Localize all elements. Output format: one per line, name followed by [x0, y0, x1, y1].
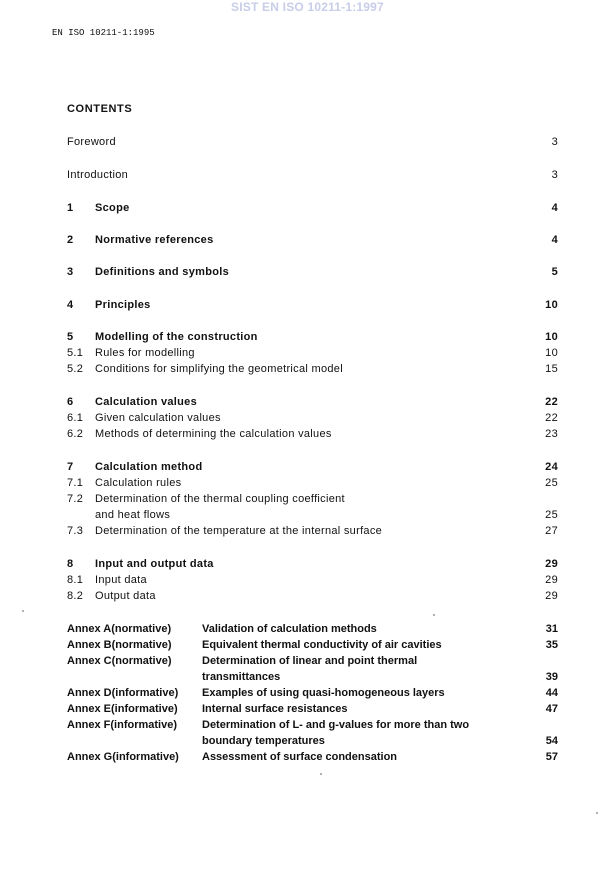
annex-page: 39	[545, 671, 558, 683]
annex-page: 54	[545, 735, 558, 747]
toc-entry-page: 4	[551, 234, 558, 246]
watermark: SIST EN ISO 10211-1:1997	[231, 0, 384, 14]
toc-entry	[67, 426, 558, 442]
annex-title: Determination of linear and point thermal	[202, 655, 418, 667]
toc-entry	[67, 507, 558, 523]
toc-entry-page: 10	[545, 331, 558, 343]
toc-entry-number: 2	[67, 234, 74, 246]
toc-entry	[67, 134, 558, 150]
toc-entry-page: 3	[551, 169, 558, 181]
toc-entry-label: Input data	[95, 574, 147, 586]
toc-entry-label: Given calculation values	[95, 412, 221, 424]
toc-entry	[67, 297, 558, 313]
toc-entry-label: Modelling of the construction	[95, 331, 258, 343]
toc-entry-number: 8	[67, 558, 74, 570]
toc-entry-number: 6.1	[67, 412, 84, 424]
toc-entry	[67, 394, 558, 410]
toc-entry-page: 5	[551, 266, 558, 278]
document-id: EN ISO 10211-1:1995	[52, 28, 155, 38]
toc-entry	[67, 361, 558, 377]
toc-entry	[67, 523, 558, 539]
toc-entry	[67, 410, 558, 426]
toc-entry-number: 7.1	[67, 477, 84, 489]
toc-entry	[67, 475, 558, 491]
toc-entry-page: 22	[545, 412, 558, 424]
annex-key: Annex A(normative)	[67, 623, 172, 635]
toc-entry-page: 24	[545, 461, 558, 473]
toc-entry	[67, 200, 558, 216]
annex-page: 31	[545, 623, 558, 635]
scan-speck	[22, 610, 24, 612]
toc-entry-label: Determination of the temperature at the internal surface	[95, 525, 383, 537]
scan-speck	[433, 614, 435, 616]
toc-entry-label: Scope	[95, 202, 130, 214]
toc-entry	[67, 167, 558, 183]
toc-entry-number: 8.2	[67, 590, 84, 602]
annex-key: Annex B(normative)	[67, 639, 172, 651]
toc-entry-page: 22	[545, 396, 558, 408]
toc-entry-number: 3	[67, 266, 74, 278]
toc-entry-label: Calculation rules	[95, 477, 182, 489]
toc-entry-label: Determination of the thermal coupling coefficient	[95, 493, 345, 505]
toc-entry-label: Calculation method	[95, 461, 203, 473]
toc-entry-number: 5.1	[67, 347, 84, 359]
scan-speck	[596, 812, 598, 814]
toc-entry-number: 4	[67, 299, 74, 311]
toc-entry-number: 6.2	[67, 428, 84, 440]
toc-entry-label: Definitions and symbols	[95, 266, 230, 278]
toc-entry-label: Output data	[95, 590, 156, 602]
toc-entry-label: Normative references	[95, 234, 214, 246]
toc-entry-page: 29	[545, 590, 558, 602]
toc-entry-number: 6	[67, 396, 74, 408]
toc-entry-page: 25	[545, 477, 558, 489]
toc-entry-label: Conditions for simplifying the geometrical model	[95, 363, 343, 375]
annex-key: Annex G(informative)	[67, 751, 179, 763]
toc-entry-page: 25	[545, 509, 558, 521]
toc-entry-page: 23	[545, 428, 558, 440]
annex-key: Annex F(informative)	[67, 719, 178, 731]
toc-entry-page: 10	[545, 347, 558, 359]
toc-entry-label: Methods of determining the calculation values	[95, 428, 332, 440]
annex-title: Equivalent thermal conductivity of air cavities	[202, 639, 442, 651]
toc-entry-page: 29	[545, 558, 558, 570]
toc-entry-number: 5.2	[67, 363, 84, 375]
toc-entry	[67, 459, 558, 475]
annex-key: Annex E(informative)	[67, 703, 178, 715]
annex-title: Validation of calculation methods	[202, 623, 377, 635]
annex-key: Annex D(informative)	[67, 687, 179, 699]
toc-entry-page: 27	[545, 525, 558, 537]
toc-entry-label: Calculation values	[95, 396, 197, 408]
toc-entry	[67, 491, 558, 507]
toc-entry-page: 15	[545, 363, 558, 375]
scan-speck	[320, 773, 322, 775]
toc-entry	[67, 329, 558, 345]
toc-entry-label: Input and output data	[95, 558, 214, 570]
toc-entry	[67, 264, 558, 280]
toc-entry-number: 1	[67, 202, 74, 214]
toc-entry	[67, 232, 558, 248]
toc-entry-label: Principles	[95, 299, 151, 311]
toc-entry-page: 3	[551, 136, 558, 148]
annex-key: Annex C(normative)	[67, 655, 172, 667]
annex-title: Assessment of surface condensation	[202, 751, 398, 763]
toc-entry-number: 7	[67, 461, 74, 473]
annex-page: 44	[545, 687, 558, 699]
toc-entry	[67, 588, 558, 604]
toc-entry-page: 29	[545, 574, 558, 586]
toc-entry	[67, 572, 558, 588]
annex-page: 47	[545, 703, 558, 715]
toc-entry-label: Rules for modelling	[95, 347, 195, 359]
toc-entry-number: 7.3	[67, 525, 84, 537]
annex-title: Determination of L- and g-values for more than two	[202, 719, 470, 731]
toc-entry-number: 8.1	[67, 574, 84, 586]
annex-title: boundary temperatures	[202, 735, 325, 747]
toc-entry-label: Foreword	[67, 136, 116, 148]
annex-page: 35	[545, 639, 558, 651]
toc-entry-page: 4	[551, 202, 558, 214]
annex-title: Internal surface resistances	[202, 703, 348, 715]
toc-entry	[67, 556, 558, 572]
annex-title: transmittances	[202, 671, 281, 683]
toc-entry-page: 10	[545, 299, 558, 311]
annex-title: Examples of using quasi-homogeneous layers	[202, 687, 445, 699]
annex-page: 57	[545, 751, 558, 763]
toc-entry-label: and heat flows	[95, 509, 171, 521]
toc-entry-label: Introduction	[67, 169, 129, 181]
contents-heading: CONTENTS	[67, 103, 133, 115]
toc-entry	[67, 345, 558, 361]
toc-entry-number: 5	[67, 331, 74, 343]
toc-entry-number: 7.2	[67, 493, 84, 505]
